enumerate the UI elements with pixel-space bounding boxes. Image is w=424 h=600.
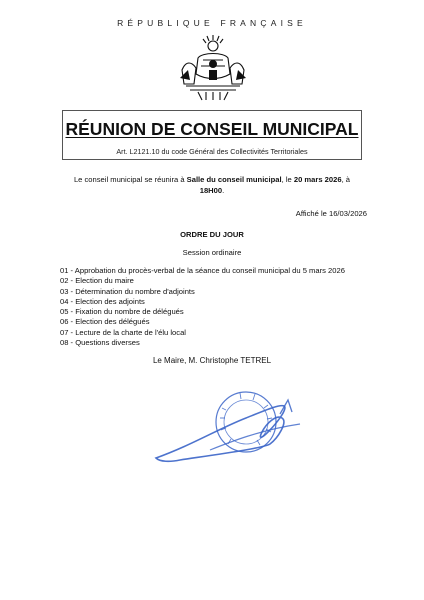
signatory: Le Maire, M. Christophe TETREL — [152, 356, 272, 365]
convocation-text — [60, 174, 364, 196]
session-type: Session ordinaire — [182, 248, 242, 257]
agenda-item: 07 - Lecture de la charte de l'élu local — [60, 327, 186, 337]
agenda-item: 06 - Election des délégués — [60, 317, 150, 327]
intro-a: , à — [341, 175, 351, 184]
agenda-item: 01 - Approbation du procès-verbal de la séance du conseil municipal du 5 mars 2026 — [60, 266, 345, 275]
meeting-location: Salle du conseil municipal — [186, 175, 282, 184]
republique-francaise-header: RÉPUBLIQUE FRANÇAISE — [117, 18, 307, 28]
marianne-emblem-icon — [176, 34, 250, 104]
intro-prefix: Le conseil municipal se réunira à — [73, 175, 187, 184]
agenda-item: 05 - Fixation du nombre de délégués — [60, 307, 184, 317]
agenda-heading: ORDRE DU JOUR — [180, 230, 244, 239]
intro-sep: , le — [281, 175, 294, 184]
page-title: RÉUNION DE CONSEIL MUNICIPAL — [65, 119, 359, 139]
handwritten-signature — [156, 406, 285, 462]
agenda-list — [60, 266, 380, 348]
legal-reference: Art. L2121.10 du code Général des Collectivités Territoriales — [116, 147, 308, 156]
posting-date: Affiché le 16/03/2026 — [295, 209, 367, 218]
meeting-time: 18H00 — [199, 186, 223, 195]
title-box — [62, 110, 362, 160]
agenda-item: 03 - Détermination du nombre d'adjoints — [60, 286, 195, 296]
intro-end: . — [222, 186, 225, 195]
mairie-stamp-icon — [150, 388, 330, 468]
meeting-date: 20 mars 2026 — [293, 175, 342, 184]
agenda-item: 02 - Election du maire — [60, 276, 134, 286]
agenda-item: 08 - Questions diverses — [60, 338, 140, 348]
agenda-item: 04 - Election des adjoints — [60, 296, 145, 306]
